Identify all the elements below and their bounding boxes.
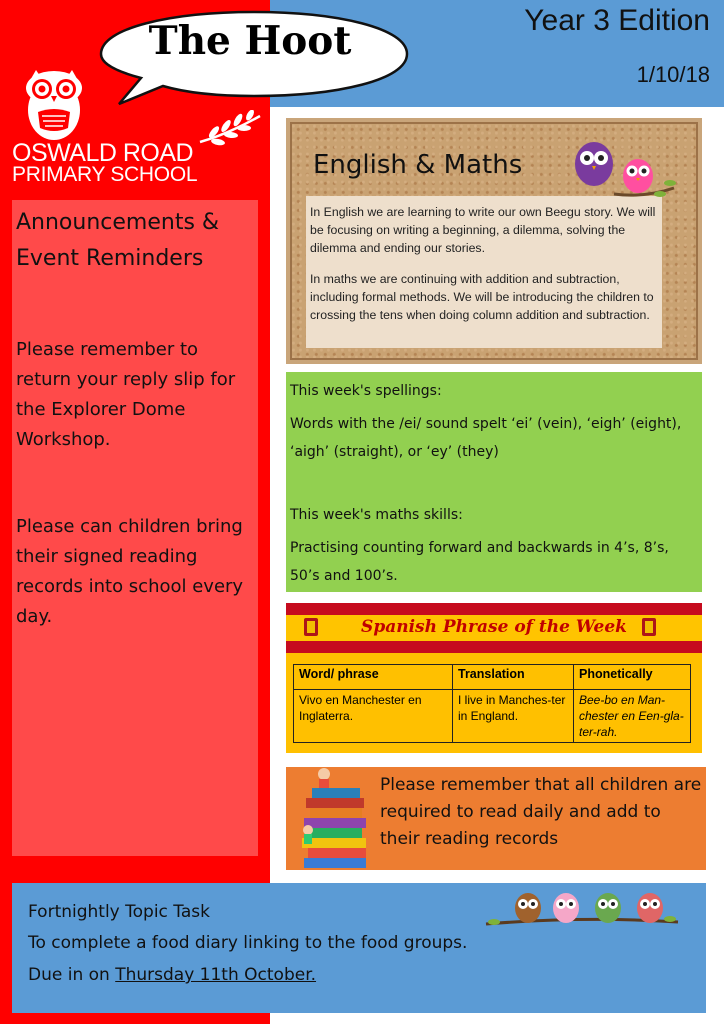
topic-due-date: Thursday 11th October. (115, 965, 317, 985)
topic-heading: Fortnightly Topic Task (28, 902, 210, 922)
table-row (294, 690, 691, 743)
maths-skills-body: Practising counting forward and backwards in 4’s, 8’s, 50’s and 100’s. (290, 540, 669, 584)
reading-reminder: Please remember that all children are required to read daily and add to their reading records (380, 775, 702, 849)
topic-due-line (28, 960, 316, 990)
table-cell: Bee-bo en Man-chester en Een-gla-ter-rah. (574, 690, 691, 743)
school-name-line2: PRIMARY SCHOOL (12, 163, 198, 186)
spellings-heading: This week's spellings: (290, 383, 442, 399)
table-header-row (294, 665, 691, 690)
spanish-phrase-title: Spanish Phrase of the Week (361, 617, 627, 637)
issue-date: 1/10/18 (636, 62, 710, 87)
owls-on-branch-icon (484, 888, 680, 932)
maths-paragraph: In maths we are continuing with addition and subtraction, including formal methods. We will be introducing the children to crossing the tens when doing column addition and subtraction. (310, 272, 654, 322)
column-header: Phonetically (574, 665, 691, 690)
owl-logo-icon (18, 62, 90, 144)
laurel-branch-icon (198, 110, 264, 146)
owls-on-branch-icon (574, 138, 680, 204)
spanish-phrase-table (293, 664, 691, 743)
newsletter-title: The Hoot (148, 18, 352, 64)
announcements-heading: Announcements & Event Reminders (16, 210, 220, 271)
column-header: Word/ phrase (294, 665, 453, 690)
table-cell: I live in Manches-ter in England. (453, 690, 574, 743)
spellings-body: Words with the /ei/ sound spelt ‘ei’ (vein), ‘eigh’ (eight), ‘aigh’ (straight), or ‘ey’ (they) (290, 416, 682, 460)
english-paragraph: In English we are learning to write our own Beegu story. We will be focusing on writing a beginning, a dilemma, solving the dilemma and ending our stories. (310, 205, 656, 255)
table-cell: Vivo en Manchester en Inglaterra. (294, 690, 453, 743)
stack-of-books-icon (296, 764, 376, 872)
maths-skills-heading: This week's maths skills: (290, 507, 463, 523)
announcement-reply-slip: Please remember to return your reply slip for the Explorer Dome Workshop. (16, 339, 236, 450)
school-name-line1: OSWALD ROAD (12, 139, 194, 167)
announcement-reading-records: Please can children bring their signed reading records into school every day. (16, 516, 244, 627)
topic-body: To complete a food diary linking to the food groups. (28, 933, 468, 953)
edition-label: Year 3 Edition (524, 4, 710, 37)
topic-due-prefix: Due in on (28, 965, 116, 985)
english-maths-heading: English & Maths (313, 150, 523, 180)
column-header: Translation (453, 665, 574, 690)
